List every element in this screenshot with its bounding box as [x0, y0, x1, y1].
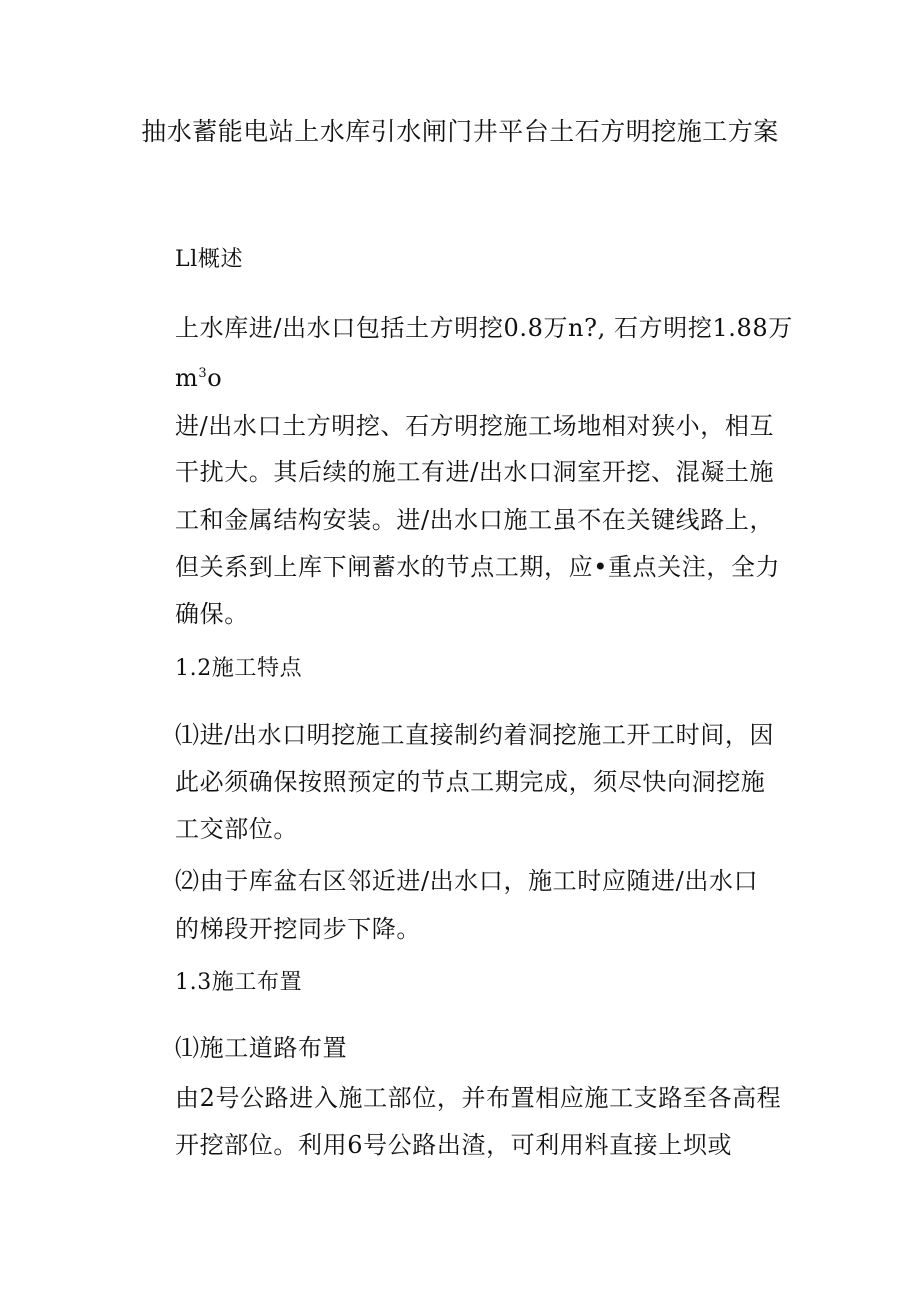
paragraph-line: 工和金属结构安装。进/出水口施工虽不在关键线路上，	[175, 506, 775, 534]
paragraph-line: 确保。	[175, 600, 249, 628]
paragraph-line: 进/出水口土方明挖、石方明挖施工场地相对狭小，相互	[175, 412, 775, 440]
paragraph-line: 上水库进/出水口包括土方明挖0.8万n?, 石方明挖1.88万	[175, 314, 793, 342]
subsection-heading-roads: ⑴施工道路布置	[175, 1034, 348, 1062]
list-item-line: ⑴进/出水口明挖施工直接制约着洞挖施工开工时间，因	[175, 721, 775, 749]
list-item-line: ⑵由于库盆右区邻近进/出水口，施工时应随进/出水口	[175, 867, 759, 895]
unit-tail: o	[207, 364, 223, 392]
section-heading-features: 1.2施工特点	[175, 656, 303, 681]
paragraph-line-unit	[175, 362, 222, 394]
unit-superscript: 3	[198, 366, 208, 381]
list-item-line: 此必须确保按照预定的节点工期完成，须尽快向洞挖施	[175, 768, 766, 796]
paragraph-line: 干扰大。其后续的施工有进/出水口洞室开挖、混凝土施	[175, 458, 775, 486]
section-heading-layout: 1.3施工布置	[175, 970, 303, 995]
list-item-line: 工交部位。	[175, 815, 298, 843]
section-heading-overview: Ll概述	[175, 247, 244, 272]
unit-base: m	[175, 364, 199, 392]
paragraph-line: 由2号公路进入施工部位，并布置相应施工支路至各高程	[175, 1084, 782, 1112]
paragraph-line: 但关系到上库下闸蓄水的节点工期，应•重点关注，全力	[175, 553, 781, 581]
list-item-line: 的梯段开挖同步下降。	[175, 915, 421, 943]
paragraph-line: 开挖部位。利用6号公路出渣，可利用料直接上坝或	[175, 1131, 733, 1159]
document-title: 抽水蓄能电站上水库引水闸门井平台土石方明挖施工方案	[141, 117, 779, 146]
